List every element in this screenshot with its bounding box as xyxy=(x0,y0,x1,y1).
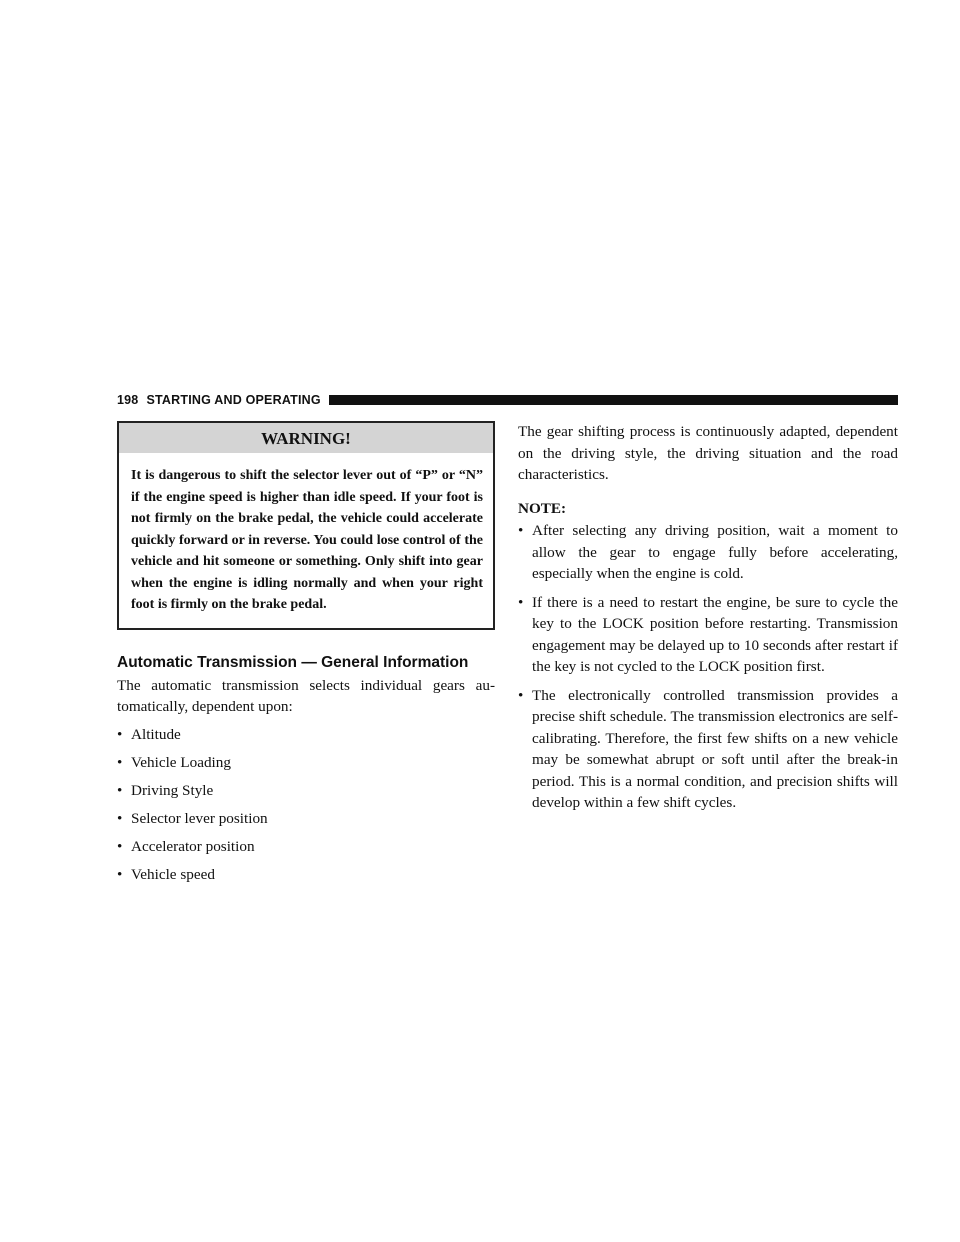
bullet-icon: • xyxy=(518,686,524,704)
intro-paragraph: The automatic transmission selects individual gears automatically, dependent upon: xyxy=(117,676,495,715)
page-number: 198 xyxy=(117,393,139,407)
bullet-icon: • xyxy=(117,781,123,799)
note-label: NOTE: xyxy=(518,499,567,517)
warning-box xyxy=(117,421,495,630)
note-item: • The electronically controlled transmission provides a precise shift schedule. The transmission electronics are self-calibrating. Therefore, the first few shifts on a new vehicle may be somewhat abrupt or soft until after the break-in period. This is a normal condition, and precision shifts will develop within a few shift cycles. xyxy=(518,686,898,811)
left-column xyxy=(117,421,495,885)
right-column xyxy=(518,421,898,814)
body-paragraph: The gear shifting process is continuously adapted, dependent on the driving style, the driving situation and the road characteristics. xyxy=(518,423,898,483)
bullet-icon: • xyxy=(117,753,123,771)
bullet-icon: • xyxy=(117,809,123,827)
page-header xyxy=(117,392,898,408)
warning-title: WARNING! xyxy=(119,423,493,453)
bullet-icon: • xyxy=(518,593,524,611)
note-item: • If there is a need to restart the engine, be sure to cycle the key to the LOCK position before restarting. Transmission engagement may be delayed up to 10 seconds after restart if the key is not cycled to the LOCK position first. xyxy=(518,593,898,675)
section-heading: Automatic Transmission — General Information xyxy=(117,653,469,671)
list-item: • Accelerator position xyxy=(117,836,495,858)
header-rule xyxy=(329,395,898,405)
bullet-icon: • xyxy=(518,522,524,539)
section-title: STARTING AND OPERATING xyxy=(146,393,321,407)
bullet-icon: • xyxy=(117,865,123,883)
factor-list xyxy=(117,724,495,886)
note-item: • After selecting any driving position, wait a moment to allow the gear to engage fully before accelerating, especially when the engine is cold. xyxy=(518,522,898,582)
bullet-icon: • xyxy=(117,837,123,855)
bullet-icon: • xyxy=(117,725,123,743)
list-item: • Selector lever position xyxy=(117,808,495,830)
list-item: • Altitude xyxy=(117,724,495,746)
list-item: • Vehicle Loading xyxy=(117,752,495,774)
list-item: • Driving Style xyxy=(117,780,495,802)
list-item: • Vehicle speed xyxy=(117,864,495,886)
note-list xyxy=(518,520,898,814)
warning-body: It is dangerous to shift the selector lever out of “P” or “N” if the engine speed is higher than idle speed. If your foot is not firmly on the brake pedal, the vehicle could accelerate quickly forward or in reverse. You could lose control of the vehicle and hit someone or something. Only shift into gear when the engine is idling normally and when your right foot is firmly on the brake pedal. xyxy=(131,468,483,612)
